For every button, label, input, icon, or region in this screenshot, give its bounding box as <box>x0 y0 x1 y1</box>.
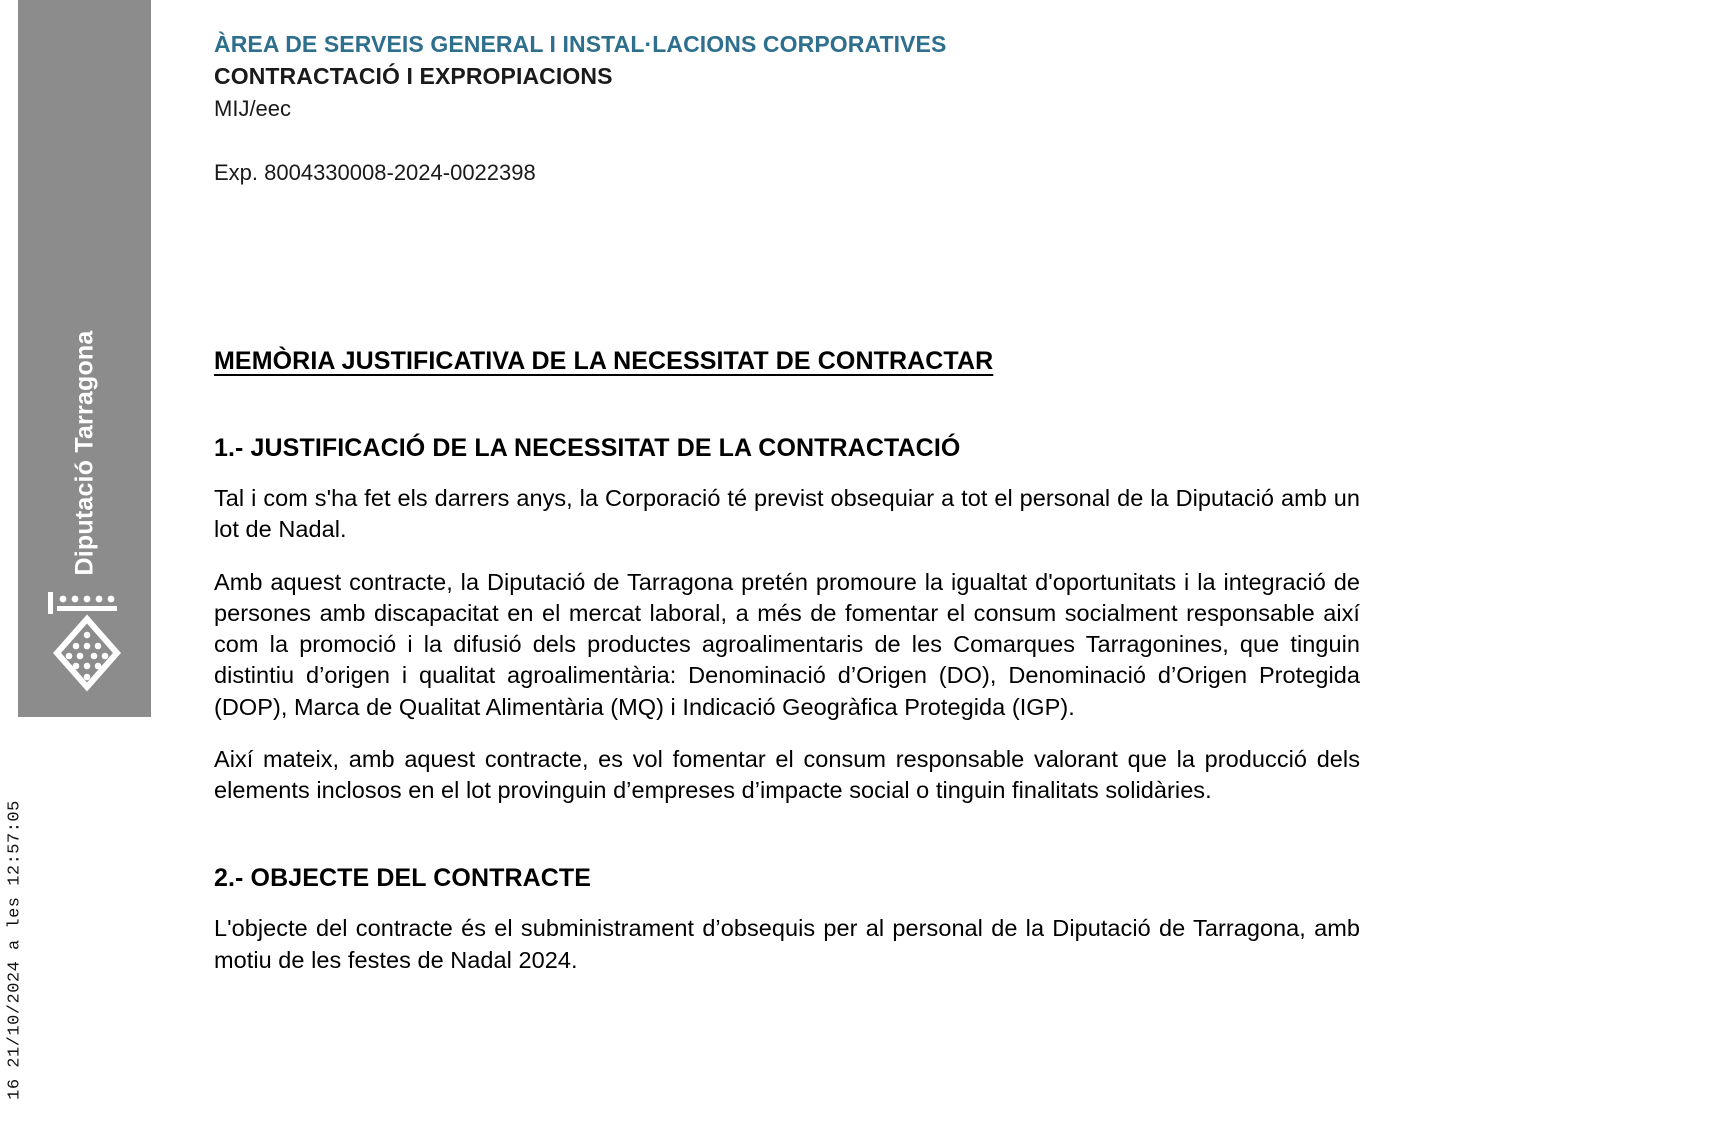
letterhead-unit: CONTRACTACIÓ I EXPROPIACIONS <box>214 63 613 90</box>
section-2-paragraph-1: L'objecte del contracte és el subministrament d’obsequis per al personal de la Diputació de Tarragona, amb motiu de les festes de Nadal 2024. <box>214 915 1360 973</box>
section-heading-1: 1.- JUSTIFICACIÓ DE LA NECESSITAT DE LA CONTRACTACIÓ <box>214 434 961 463</box>
letterhead-expedient: Exp. 8004330008-2024-0022398 <box>214 160 536 186</box>
diamond-dots-logo-icon <box>43 592 127 702</box>
brand-sidebar <box>18 0 151 717</box>
section-1-paragraph-2: Amb aquest contracte, la Diputació de Tarragona pretén promoure la igualtat d'oportunitats i la integració de persones amb discapacitat en el mercat laboral, a més de fomentar el consum socialment responsable així com la promoció i la difusió dels productes agroalimentaris de les Comarques Tarragonines, que tinguin distintiu d’origen i qualitat agroalimentària: Denominació d’Origen (DO), Denominació d’Origen Protegida (DOP), Marca de Qualitat Alimentària (MQ) i Indicació Geogràfica Protegida (IGP). <box>214 568 1360 720</box>
document-body <box>214 0 1360 976</box>
section-1-paragraph-1: Tal i com s'ha fet els darrers anys, la Corporació té previst obsequiar a tot el personal de la Diputació amb un lot de Nadal. <box>214 485 1360 543</box>
margin-registry-stamp-text: 16 21/10/2024 a les 12:57:05 <box>5 799 25 1100</box>
letterhead-reference: MIJ/eec <box>214 95 292 121</box>
letterhead-area: ÀREA DE SERVEIS GENERAL I INSTAL·LACIONS CORPORATIVES <box>214 31 947 57</box>
page-title: MEMÒRIA JUSTIFICATIVA DE LA NECESSITAT DE CONTRACTAR <box>214 347 994 376</box>
brand-name-wrapper <box>18 318 151 588</box>
section-1-paragraph-3: Així mateix, amb aquest contracte, es vol fomentar el consum responsable valorant que la producció dels elements inclosos en el lot provinguin d’empreses d’impacte social o tinguin finalitats solidàries. <box>214 745 1360 804</box>
section-heading-2: 2.- OBJECTE DEL CONTRACTE <box>214 864 592 893</box>
margin-registry-stamp <box>0 760 30 1139</box>
letterhead <box>214 0 1360 188</box>
brand-name: Diputació Tarragona <box>70 330 98 576</box>
